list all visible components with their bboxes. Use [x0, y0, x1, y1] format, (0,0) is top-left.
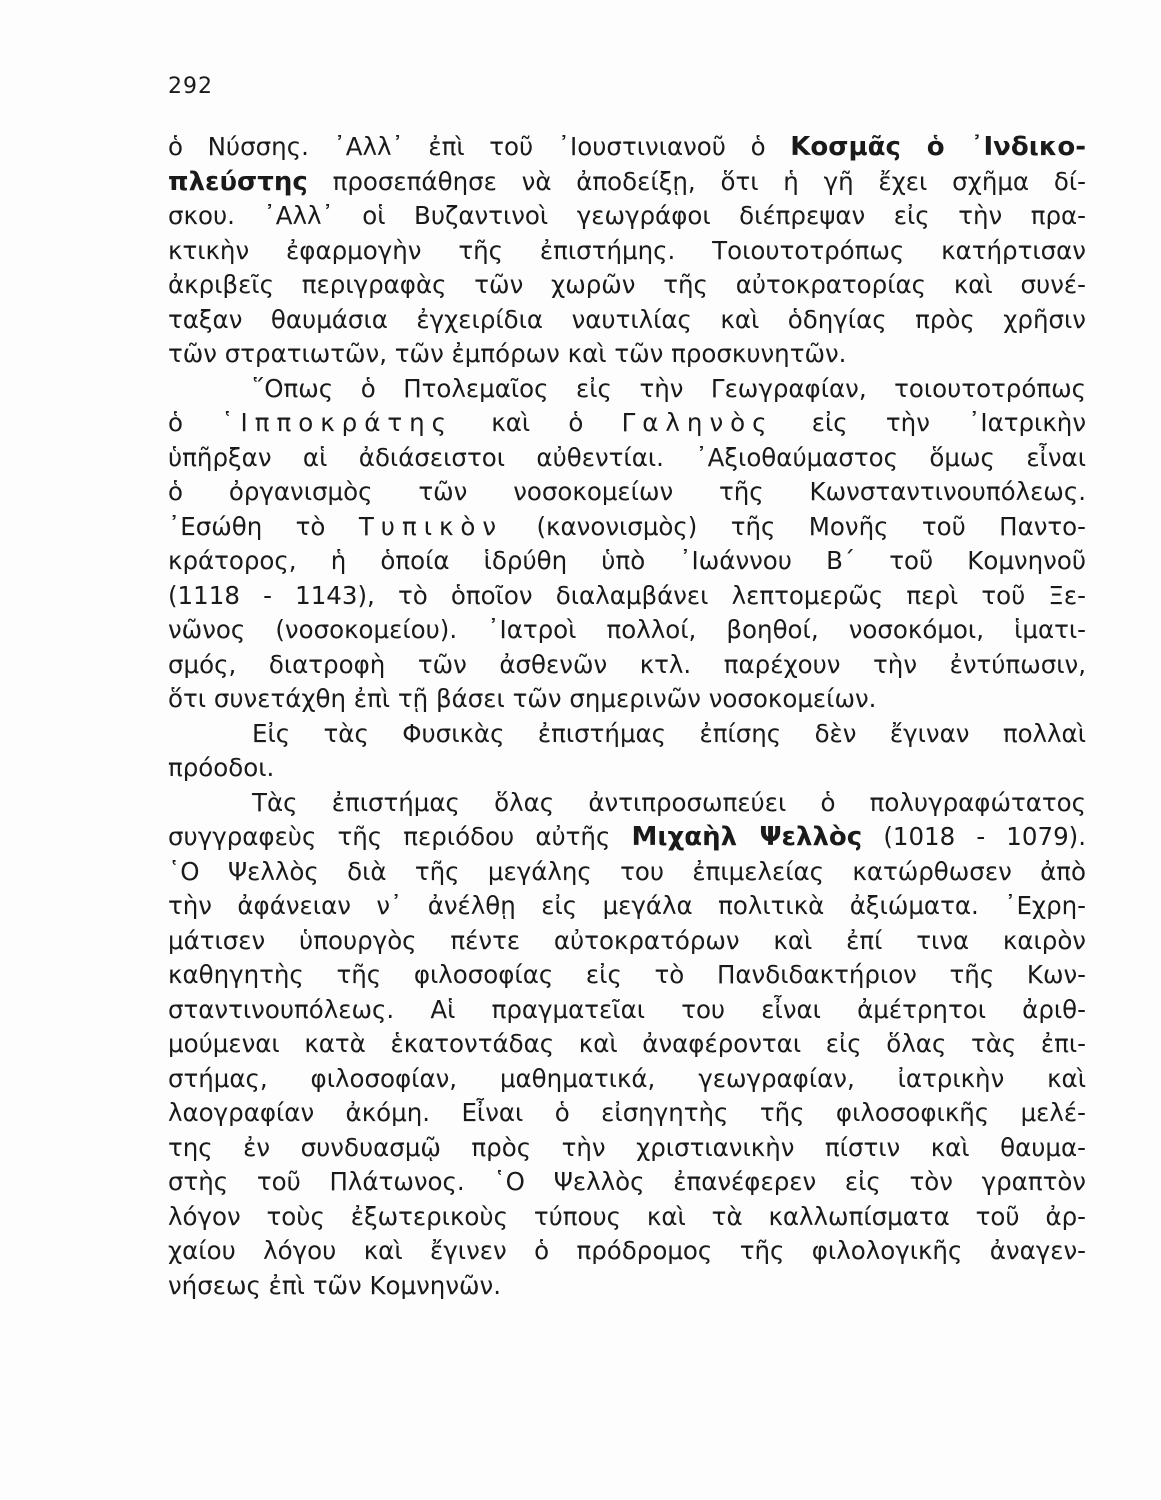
text-line: στὴς τοῦ Πλάτωνος. ῾Ο Ψελλὸς ἐπανέφερεν εἰς τὸν γραπτὸν — [168, 1167, 1086, 1196]
text-line — [168, 130, 1086, 165]
text-line: σμός, διατροφὴ τῶν ἀσθενῶν κτλ. παρέχουν τὴν ἐντύπωσιν, — [168, 649, 1086, 679]
body-text — [168, 130, 1086, 1303]
text-run: (κανονισμὸς) τῆς Μονῆς τοῦ Παντο- — [503, 511, 1087, 541]
text-line: κράτορος, ἡ ὁποία ἱδρύθη ὑπὸ ᾿Ιωάννου Β΄ τοῦ Κομνηνοῦ — [168, 546, 1086, 575]
text-line: νῶνος (νοσοκομείου). ᾿Ιατροὶ πολλοί, βοηθοί, νοσοκόμοι, ἱματι- — [168, 615, 1086, 644]
spaced-name-hippocrates: ῾Ιπποκράτης — [221, 408, 454, 437]
text-line: σταντινουπόλεως. Αἱ πραγματεῖαι του εἶναι ἀμέτρητοι ἀριθ- — [168, 994, 1086, 1024]
text-line: λόγον τοὺς ἐξωτερικοὺς τύπους καὶ τὰ καλλωπίσματα τοῦ ἀρ- — [168, 1201, 1086, 1231]
text-line: της ἐν συνδυασμῷ πρὸς τὴν χριστιανικὴν πίστιν καὶ θαυμα- — [168, 1132, 1086, 1162]
page-number: 292 — [168, 74, 213, 99]
text-run: (1018 - 1079). — [862, 822, 1087, 851]
text-run: συγγραφεὺς τῆς περιόδου αὐτῆς — [168, 822, 632, 851]
text-run: ᾿Εσώθη τὸ — [168, 511, 359, 541]
spaced-word-typikon: Τυπικὸν — [358, 511, 504, 541]
text-line: στήμας, φιλοσοφίαν, μαθηματικά, γεωγραφίαν, ἰατρικὴν καὶ — [168, 1063, 1086, 1093]
text-line: καθηγητὴς τῆς φιλοσοφίας εἰς τὸ Πανδιδακτήριον τῆς Κων- — [168, 960, 1086, 989]
text-line: ῾Ο Ψελλὸς διὰ τῆς μεγάλης του ἐπιμελείας κατώρθωσεν ἀπὸ — [168, 856, 1086, 886]
text-line: ἀκριβεῖς περιγραφὰς τῶν χωρῶν τῆς αὐτοκρατορίας καὶ συνέ- — [168, 270, 1086, 299]
text-line: νήσεως ἐπὶ τῶν Κομνηνῶν. — [168, 1270, 502, 1300]
bold-name-kosmas: Κοσμᾶς ὁ ᾿Ινδικο- — [790, 132, 1086, 162]
spaced-name-galen: Γαληνὸς — [621, 408, 774, 437]
text-run: εἰς τὴν ᾿Ιατρικὴν — [773, 408, 1086, 437]
text-run: ὁ Νύσσης. ᾿Αλλ᾿ ἐπὶ τοῦ ᾿Ιουστινιανοῦ ὁ — [168, 132, 791, 161]
text-line: ὑπῆρξαν αἱ ἀδιάσειστοι αὐθεντίαι. ᾿Αξιοθαύμαστος ὅμως εἶναι — [168, 442, 1086, 472]
text-line: ὁ ὀργανισμὸς τῶν νοσοκομείων τῆς Κωνσταντινουπόλεως. — [168, 477, 1086, 506]
text-line: τῶν στρατιωτῶν, τῶν ἐμπόρων καὶ τῶν προσκυνητῶν. — [168, 339, 847, 368]
text-line: ταξαν θαυμάσια ἐγχειρίδια ναυτιλίας καὶ ὁδηγίας πρὸς χρῆσιν — [168, 304, 1086, 334]
text-line: χαίου λόγου καὶ ἔγινεν ὁ πρόδρομος τῆς φιλολογικῆς ἀναγεν- — [168, 1236, 1086, 1265]
text-line: λαογραφίαν ἀκόμη. Εἶναι ὁ εἰσηγητὴς τῆς φιλοσοφικῆς μελέ- — [168, 1098, 1086, 1127]
text-run: προσεπάθησε νὰ ἀποδείξῃ, ὅτι ἡ γῆ ἔχει σχῆμα δί- — [307, 166, 1086, 196]
text-line: Τὰς ἐπιστήμας ὅλας ἀντιπροσωπεύει ὁ πολυγραφώτατος — [252, 787, 1086, 817]
text-line: μούμεναι κατὰ ἑκατοντάδας καὶ ἀναφέρονται εἰς ὅλας τὰς ἐπι- — [168, 1029, 1086, 1058]
bold-name-kosmas-cont: πλεύστης — [168, 166, 308, 197]
text-line: Εἰς τὰς Φυσικὰς ἐπιστήμας ἐπίσης δὲν ἔγιναν πολλαὶ — [252, 718, 1086, 748]
text-line — [168, 820, 1086, 855]
text-line: κτικὴν ἐφαρμογὴν τῆς ἐπιστήμης. Τοιουτοτρόπως κατήρτισαν — [168, 235, 1086, 265]
bold-name-psellos: Μιχαὴλ Ψελλὸς — [631, 822, 863, 852]
text-run: ὁ — [168, 408, 222, 437]
text-line: τὴν ἀφάνειαν ν᾿ ἀνέλθῃ εἰς μεγάλα πολιτικὰ ἀξιώματα. ᾿Εχρη- — [168, 891, 1086, 920]
text-line: σκου. ᾿Αλλ᾿ οἱ Βυζαντινοὶ γεωγράφοι διέπρεψαν εἰς τὴν πρα- — [168, 201, 1086, 230]
text-line: (1118 - 1143), τὸ ὁποῖον διαλαμβάνει λεπτομερῶς περὶ τοῦ Ξε- — [168, 580, 1086, 610]
text-run: καὶ ὁ — [453, 408, 622, 437]
text-line: μάτισεν ὑπουργὸς πέντε αὐτοκρατόρων καὶ ἐπί τινα καιρὸν — [168, 925, 1086, 955]
text-line: πρόοδοι. — [168, 753, 275, 782]
text-line: ὅτι συνετάχθη ἐπὶ τῇ βάσει τῶν σημερινῶν νοσοκομείων. — [168, 684, 877, 713]
text-line — [168, 510, 1086, 545]
text-line — [168, 406, 1086, 441]
text-line: ῞Οπως ὁ Πτολεμαῖος εἰς τὴν Γεωγραφίαν, τοιουτοτρόπως — [252, 373, 1086, 403]
text-line — [168, 165, 1086, 200]
